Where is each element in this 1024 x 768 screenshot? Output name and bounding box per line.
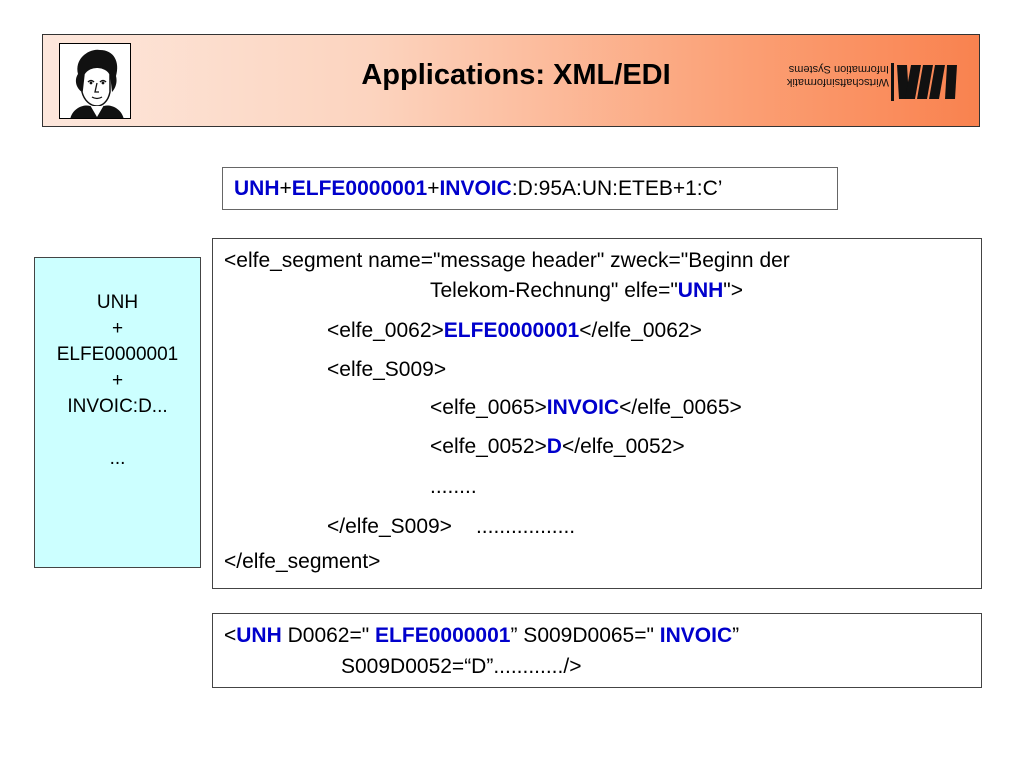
xml-line: <elfe_S009>: [327, 358, 447, 381]
xml-line: [327, 319, 702, 343]
xml-box: [212, 238, 982, 589]
attribute-form-box: [212, 613, 982, 688]
xml-line: [327, 515, 575, 539]
xml-tag: <elfe_0065>: [430, 396, 547, 419]
edi-unh: UNH: [234, 177, 280, 200]
xml-tag: </elfe_0062>: [579, 319, 702, 342]
edi-invoic: INVOIC: [439, 177, 512, 200]
segment-line: [35, 420, 200, 446]
attr-text: ”: [732, 624, 740, 647]
wi-logo-icon: [763, 57, 963, 107]
segment-line: +: [111, 318, 124, 339]
attr-value-invoic: INVOIC: [659, 624, 733, 647]
segment-line: UNH: [96, 292, 139, 313]
attr-value-reference: ELFE0000001: [375, 624, 511, 647]
attr-line: S009D0052=“D”............/>: [341, 655, 582, 678]
edi-plus-2: +: [427, 177, 440, 200]
segment-line: INVOIC:D...: [67, 396, 168, 417]
edi-plus-1: +: [279, 177, 292, 200]
xml-line: [430, 435, 685, 459]
xml-value-reference: ELFE0000001: [443, 319, 580, 342]
attr-text: <: [224, 624, 237, 647]
segment-line: ELFE0000001: [56, 344, 179, 365]
xml-tag: </elfe_S009>: [327, 515, 452, 538]
xml-line: <elfe_segment name="message header" zweck="Beginn der: [224, 249, 790, 272]
xml-tag: </elfe_0065>: [619, 396, 742, 419]
xml-tag: <elfe_0062>: [327, 319, 444, 342]
edi-message-box: [222, 167, 838, 210]
segment-line: ...: [109, 448, 126, 469]
attr-line: [224, 624, 739, 648]
attr-text: ” S009D0065=": [510, 624, 660, 647]
xml-tag: <elfe_0052>: [430, 435, 547, 458]
attr-text: D0062=": [281, 624, 376, 647]
page-title: Applications: XML/EDI: [361, 59, 671, 91]
xml-line: </elfe_segment>: [224, 550, 381, 573]
xml-tag: </elfe_0052>: [561, 435, 685, 458]
xml-line: [430, 396, 742, 420]
xml-ellipsis: .................: [475, 515, 576, 538]
edi-reference: ELFE0000001: [291, 177, 428, 200]
xml-text: ">: [723, 279, 744, 302]
segment-line: +: [111, 370, 124, 391]
attr-value-unh: UNH: [236, 624, 282, 647]
header-banner: [42, 34, 980, 127]
xml-value-invoic: INVOIC: [546, 396, 620, 419]
segment-box: [34, 257, 201, 568]
xml-value-unh: UNH: [677, 279, 724, 302]
logo-caption-line2: Information Systems: [788, 63, 889, 75]
xml-line: ........: [430, 475, 477, 498]
edi-rest: :D:95A:UN:ETEB+1:C’: [511, 177, 723, 200]
xml-line: [430, 279, 743, 303]
xml-text: Telekom-Rechnung" elfe=": [430, 279, 678, 302]
logo-caption-line1: Wirtschaftsinformatik: [786, 76, 889, 88]
xml-value-d: D: [546, 435, 562, 458]
